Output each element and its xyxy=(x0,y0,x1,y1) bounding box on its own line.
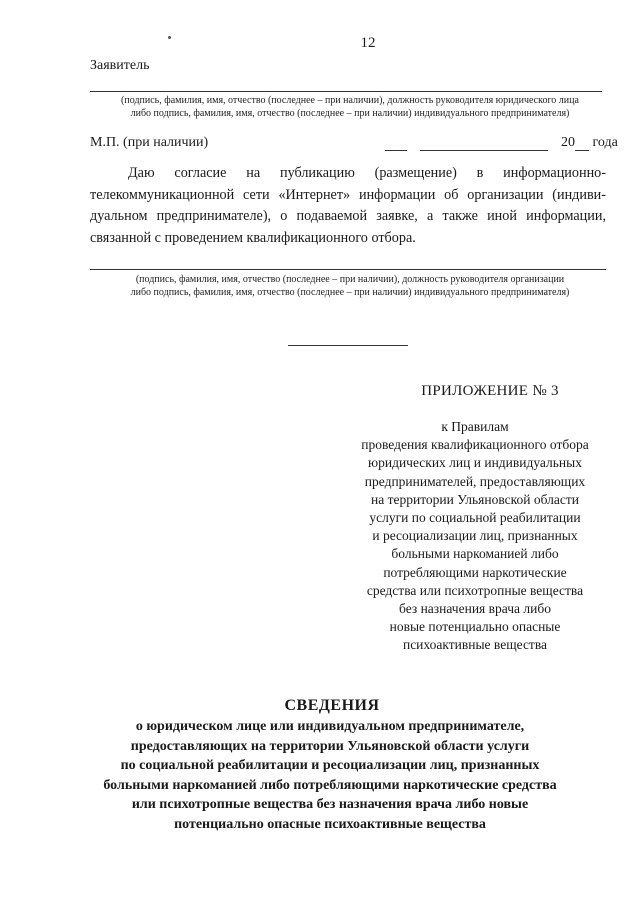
day-blank xyxy=(385,138,407,151)
consent-paragraph xyxy=(90,163,606,249)
applicant-label: Заявитель xyxy=(90,58,150,73)
signature-caption-1 xyxy=(90,94,610,120)
appendix-line: услуги по социальной реабилитации xyxy=(369,510,581,526)
section-divider xyxy=(288,345,408,346)
appendix-line: без назначения врача либо xyxy=(399,601,551,617)
consent-line: телекоммуникационной сети «Интернет» информации об организации (индиви- xyxy=(90,186,606,203)
consent-line: связанной с проведением квалификационного отбора. xyxy=(90,229,416,246)
consent-line: Даю согласие на публикацию (размещение) в информационно- xyxy=(128,165,606,181)
svedeniya-line: предоставляющих на территории Ульяновской области услуги xyxy=(130,738,530,754)
appendix-title: ПРИЛОЖЕНИЕ № 3 xyxy=(421,383,559,399)
svedeniya-line: или психотропные вещества без назначения врача либо новые xyxy=(131,797,529,812)
svedeniya-line: больными наркоманией либо потребляющими наркотические средства xyxy=(103,777,557,793)
date-line xyxy=(385,135,618,151)
appendix-reference xyxy=(335,418,615,655)
signature-caption-2 xyxy=(90,273,610,299)
appendix-line: проведения квалификационного отбора xyxy=(361,437,589,453)
appendix-line: к Правилам xyxy=(441,419,509,434)
svedeniya-title: СВЕДЕНИЯ xyxy=(284,697,380,714)
appendix-line: психоактивные вещества xyxy=(402,637,548,653)
appendix-line: новые потенциально опасные xyxy=(389,619,561,635)
caption-line: (подпись, фамилия, имя, отчество (последнее – при наличии), должность руководителя организации xyxy=(135,274,565,285)
appendix-line: потребляющими наркотические xyxy=(383,564,567,580)
svedeniya-subtitle xyxy=(80,717,580,834)
year-blank xyxy=(575,138,589,151)
svedeniya-line: по социальной реабилитации и ресоциализации лиц, признанных xyxy=(120,758,540,773)
svedeniya-line: о юридическом лице или индивидуальном предпринимателе, xyxy=(135,719,525,734)
caption-line: либо подпись, фамилия, имя, отчество (последнее – при наличии) индивидуального предпринимателя) xyxy=(130,287,570,298)
signature-line-2 xyxy=(90,269,606,270)
consent-line: дуальном предпринимателе), о подаваемой заявке, а также иной информации, xyxy=(90,208,606,224)
appendix-line: средства или психотропные вещества xyxy=(366,582,584,598)
caption-line: либо подпись, фамилия, имя, отчество (последнее – при наличии) индивидуального предпринимателя) xyxy=(130,108,570,119)
year-prefix: 20 xyxy=(561,135,575,150)
appendix-line: юридических лиц и индивидуальных xyxy=(368,455,582,471)
page-number: 12 xyxy=(360,35,376,51)
appendix-line: предпринимателей, предоставляющих xyxy=(364,473,586,489)
svedeniya-line: потенциально опасные психоактивные вещества xyxy=(174,816,486,832)
appendix-line: на территории Ульяновской области xyxy=(370,491,579,507)
stamp-label: М.П. (при наличии) xyxy=(90,135,209,150)
signature-line-1 xyxy=(90,91,602,92)
year-suffix: года xyxy=(589,135,618,150)
appendix-line: больными наркоманией либо xyxy=(391,546,559,562)
month-blank xyxy=(420,138,548,151)
appendix-line: и ресоциализации лиц, признанных xyxy=(372,528,578,544)
caption-line: (подпись, фамилия, имя, отчество (последнее – при наличии), должность руководителя юридического лица xyxy=(121,95,579,106)
